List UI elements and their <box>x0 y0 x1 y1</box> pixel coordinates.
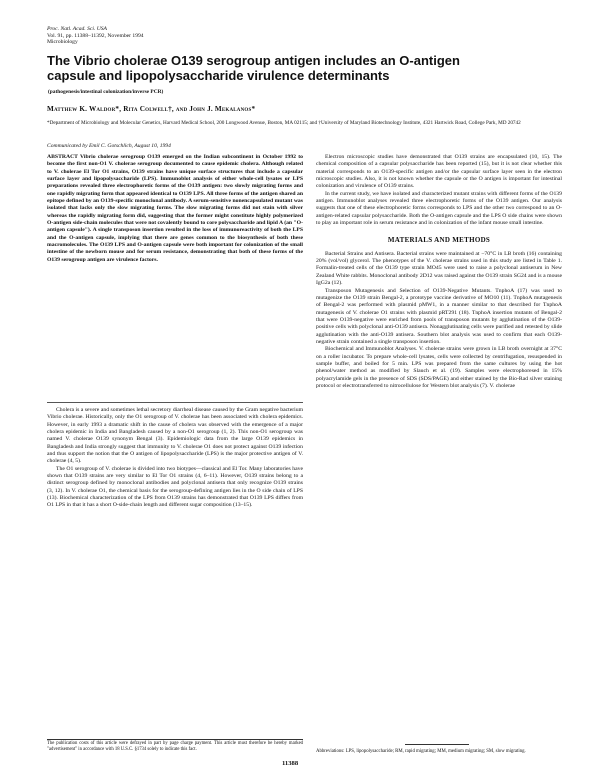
intro-paragraph-2: The O1 serogroup of V. cholerae is divided into two biotypes—classical and El Tor. Many laboratories have shown that O139 strains are very similar to El Tor O1 strains (4, 6–11). However, O139 strains belong to a distinct serogroup defined by monoclonal antibodies and polyclonal antisera that only recognize O139 strains (3, 12). In V. cholerae O1, the chemical basis for the serogroup-defining antigen lies in the O side chain of LPS (13). Biochemical characterization of the LPS from O139 strains has demonstrated that O139 LPS differs from O1 LPS in that it has a short O-side-chain length and different sugar composition (13–15). <box>47 465 303 509</box>
methods-paragraph-3: Biochemical and Immunoblot Analyses. V. cholerae strains were grown in LB broth overnight at 37°C on a roller incubator. To prepare whole-cell lysates, cells were collected by centrifugation, resuspended in sample buffer, and boiled for 5 min. LPS was prepared from the same cultures by using the hot phenol/water method as modified by Slauch et al. (19). Samples were electrophoresed in 15% polyacrylamide gels in the presence of SDS (SDS/PAGE) and either stained by the Bio-Rad silver staining protocol or electrotransferred to nitrocellulose for Western blot analysis (7). V. cholerae <box>316 346 562 389</box>
communicated-by: Communicated by Emil C. Gotschlich, August 10, 1994 <box>47 143 171 149</box>
introduction-column <box>47 407 303 510</box>
journal-header <box>47 26 144 46</box>
journal-section: Microbiology <box>47 39 78 46</box>
author-list: Matthew K. Waldor*, Rita Colwell†, and John J. Mekalanos* <box>47 105 256 113</box>
right-column <box>316 154 562 390</box>
page-number: 11388 <box>282 760 299 767</box>
right-paragraph-1: Electron microscopic studies have demonstrated that O139 strains are encapsulated (10, 15). The chemical composition of a capsular polysaccharide has been reported (15), but it is not clear whether this material corresponds to an O139-specific antigen and/or the capsular surface layer seen in the electron microscopic studies. Also, it is not known whether the capsule or the O antigen is important for intestinal colonization and virulence of O139 strains. <box>316 154 562 190</box>
abbreviations-footnote: Abbreviations: LPS, lipopolysaccharide; RM, rapid migrating; MM, medium migrating; SM, slow migrating. <box>316 749 526 754</box>
right-paragraph-2: In the current study, we have isolated and characterized mutant strains with different forms of the O139 antigen. Immunoblot analyses revealed three electrophoretic forms of the O139 antigen. Our analysis suggests that one of these electrophoretic forms corresponds to LPS and the other two correspond to an O-antigen-related capsular polysaccharide. Both the O-antigen capsule and the LPS O side chains were shown to play an important role in serum resistance and in colonization of the infant mouse small intestine. <box>316 190 562 227</box>
abbreviations-divider <box>405 744 469 745</box>
abstract-divider <box>47 402 303 403</box>
methods-heading: MATERIALS AND METHODS <box>387 236 491 245</box>
abstract-column <box>47 154 303 264</box>
keywords: (pathogenesis/intestinal colonization/inverse PCR) <box>48 89 164 95</box>
title-line-1: The Vibrio cholerae O139 serogroup antigen includes an O-antigen <box>47 53 460 68</box>
methods-paragraph-2: Transposon Mutagenesis and Selection of O139-Negative Mutants. TnphoA (17) was used to mutagenize the O139 strain Bengal-2, a prototype vaccine derivative of MO10 (11). TnphoA mutagenesis of Bengal-2 was performed with plasmid pMW1, in a manner similar to that described for TnphoA mutagenesis of V. cholerae O1 strains with plasmid pRT291 (18). TnphoA insertion mutants of Bengal-2 that were O139-negative were enriched from pools of transposon mutants by agglutination of the O139-positive cells with polyclonal anti-O139 antisera. Nonagglutinating cells were purified and retested by slide agglutination with the anti-O139 antisera. Southern blot analysis was used to confirm that each O139-negative strain contained a single transposon insertion. <box>316 287 562 345</box>
methods-paragraph-1: Bacterial Strains and Antisera. Bacterial strains were maintained at −70°C in LB broth (16) containing 20% (vol/vol) glycerol. The phenotypes of the V. cholerae strains used in this study are listed in Table 1. Formalin-treated cells of the O139 type strain MO45 were used to raise a polyclonal antiserum in New Zealand White rabbits. Monoclonal antibody 2D12 was raised against the O139 strain SG24 and is a mouse IgG2a (12). <box>316 250 562 287</box>
publication-cost-footnote: The publication costs of this article were defrayed in part by page charge payment. This article must therefore be hereby marked "advertisement" in accordance with 18 U.S.C. §1734 solely to indicate this fact. <box>47 741 303 752</box>
footnote-divider <box>47 739 303 740</box>
journal-name: Proc. Natl. Acad. Sci. USA <box>47 26 107 32</box>
intro-paragraph-1: Cholera is a severe and sometimes lethal secretory diarrheal disease caused by the Gram negative bacterium Vibrio cholerae. Historically, only the O1 serogroup of V. cholerae has been associated with cholera epidemics. However, in early 1993 a dramatic shift in the cause of cholera was observed with the emergence of a major cholera epidemic in India and Bangladesh caused by a non-O1 serogroup (1, 2). This non-O1 serogroup was named V. cholerae O139 synonym Bengal (3). Epidemiologic data from the large O139 epidemics in Bangladesh and India strongly suggest that immunity to V. cholerae O1 does not protect against O139 infection and thus support the notion that the O antigen of lipopolysaccharide (LPS) is the major protective antigen of V. cholerae (4, 5). <box>47 407 303 465</box>
article-title <box>47 53 567 83</box>
affiliations: *Department of Microbiology and Molecular Genetics, Harvard Medical School, 200 Longwood Avenue, Boston, MA 02115; and †University of Maryland Biotechnology Institute, 4321 Hartwick Road, College Park, MD 20742 <box>47 120 521 126</box>
title-line-2: capsule and lipopolysaccharide virulence determinants <box>47 68 390 83</box>
journal-volume: Vol. 91, pp. 11388–11392, November 1994 <box>47 32 144 39</box>
abstract-text: ABSTRACT Vibrio cholerae serogroup O139 emerged on the Indian subcontinent in October 1992 to become the first non-O1 V. cholerae serogroup documented to cause epidemic cholera. Although related to V. cholerae El Tor O1 strains, O139 strains have unique surface structures that include a capsular surface layer and lipopolysaccharide (LPS). Immunoblot analysis of either whole-cell lysates or LPS preparations revealed three electrophoretic forms of the O139 antigen: two slowly migrating forms and one rapidly migrating form that appeared identical to O139 LPS. All three forms of the antigen shared an epitope defined by an O139-specific monoclonal antibody. A serum-sensitive nonencapsulated mutant was isolated that lacks only the slow migrating forms. The slow migrating forms did not stain with silver whereas the rapidly migrating form did, suggesting that the former might constitute highly polymerized O-antigen side-chain molecules that were not covalently bound to core polysaccharide and lipid A (an "O-antigen capsule"). A single transposon insertion resulted in the loss of immunoreactivity of both the LPS and the O-antigen capsule, implying that there are genes common to the biosynthesis of both these macromolecules. The O139 LPS and O-antigen capsule were both important for colonization of the small intestine of the newborn mouse and for serum resistance, demonstrating that both of these forms of the O139 serogroup antigen are virulence factors. <box>47 154 303 263</box>
